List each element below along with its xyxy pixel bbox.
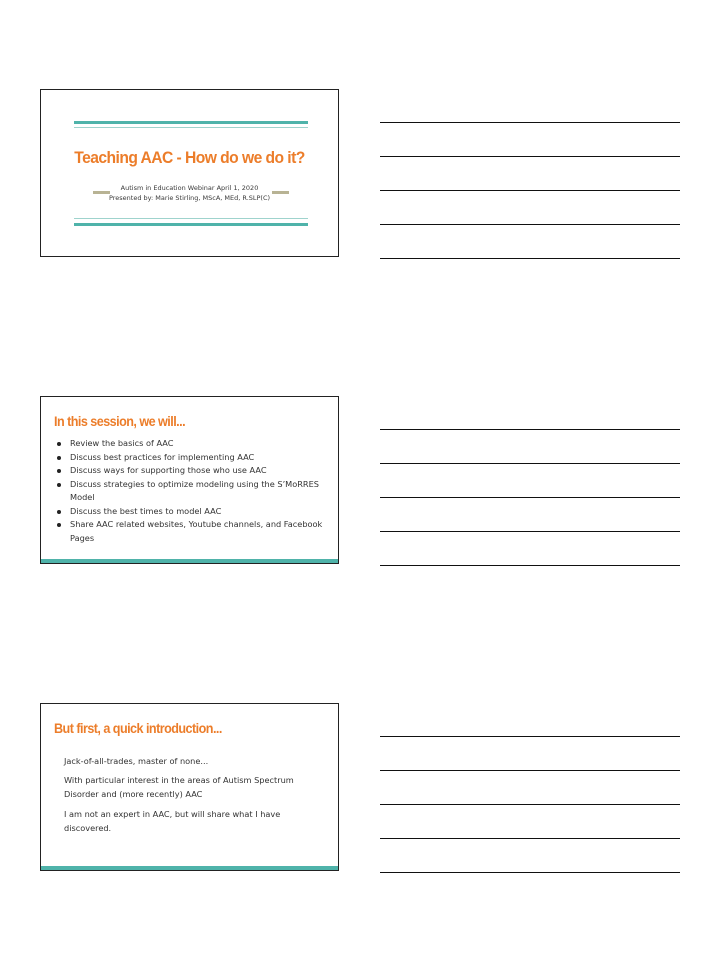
notes-line xyxy=(380,770,680,771)
list-item: Share AAC related websites, Youtube channels, and Facebook Pages xyxy=(55,518,325,545)
notes-line xyxy=(380,224,680,225)
top-accent-line-thin xyxy=(74,127,308,128)
slide-2-agenda xyxy=(40,396,339,564)
notes-line xyxy=(380,804,680,805)
notes-line xyxy=(380,531,680,532)
subtitle-presenter: Presented by: Marie Stirling, MScA, MEd, R.SLP(C) xyxy=(108,194,271,202)
notes-line xyxy=(380,565,680,566)
notes-line xyxy=(380,872,680,873)
notes-line xyxy=(380,122,680,123)
intro-paragraph: I am not an expert in AAC, but will share what I have discovered. xyxy=(64,809,281,833)
bottom-accent-bar xyxy=(41,866,338,870)
notes-line xyxy=(380,190,680,191)
list-item: Discuss ways for supporting those who use AAC xyxy=(55,464,325,478)
notes-line xyxy=(380,429,680,430)
slide-3-introduction xyxy=(40,703,339,871)
list-item: Review the basics of AAC xyxy=(55,437,325,451)
top-accent-line xyxy=(74,121,308,124)
subtitle-event: Autism in Education Webinar April 1, 2020 xyxy=(120,184,259,192)
slide-1-title xyxy=(40,89,339,257)
notes-line xyxy=(380,838,680,839)
notes-line xyxy=(380,497,680,498)
slide-heading: But first, a quick introduction... xyxy=(54,720,222,736)
intro-paragraph: Jack-of-all-trades, master of none... xyxy=(64,756,209,766)
list-item: Discuss strategies to optimize modeling using the S’MoRRES Model xyxy=(55,478,325,505)
list-item: Discuss the best times to model AAC xyxy=(55,505,325,519)
slide-heading: In this session, we will... xyxy=(54,413,186,429)
presentation-title: Teaching AAC - How do we do it? xyxy=(74,148,305,167)
notes-line xyxy=(380,463,680,464)
bottom-accent-bar xyxy=(41,559,338,563)
bottom-accent-line-thin xyxy=(74,218,308,219)
notes-line xyxy=(380,736,680,737)
bottom-accent-line xyxy=(74,223,308,226)
notes-line xyxy=(380,156,680,157)
agenda-list xyxy=(55,437,325,545)
list-item: Discuss best practices for implementing AAC xyxy=(55,451,325,465)
intro-paragraph: With particular interest in the areas of Autism Spectrum Disorder and (more recently) AAC xyxy=(64,775,294,799)
notes-line xyxy=(380,258,680,259)
